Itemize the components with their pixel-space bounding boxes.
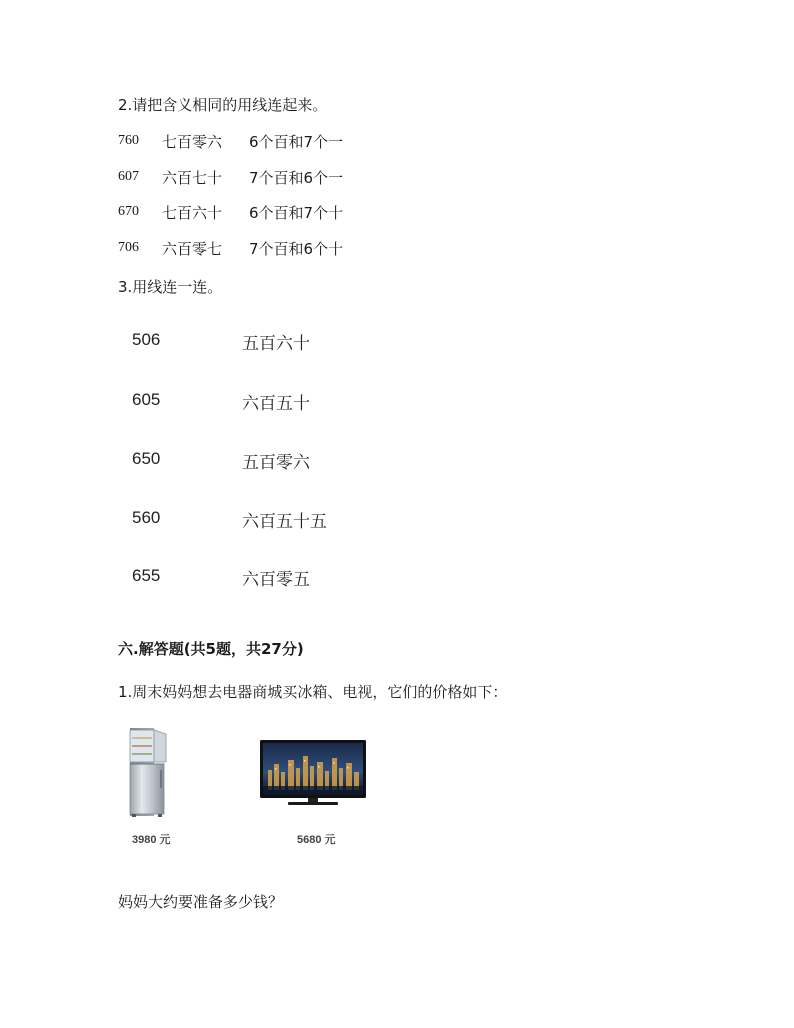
refrigerator-price: 3980 元 [132,834,171,846]
television-icon [258,738,368,810]
q2-row2-units: 7个百和6个一 [249,169,344,187]
q2-row4-chinese: 六百零七 [162,240,223,258]
q3-left-1: 506 [132,330,161,349]
q3-title: 3.用线连一连。 [118,278,223,296]
q2-title: 2.请把含义相同的用线连起来。 [118,96,328,114]
section6-q1-text: 1.周末妈妈想去电器商城买冰箱、电视，它们的价格如下： [118,683,508,701]
refrigerator-icon [124,726,172,818]
q2-row3-units: 6个百和7个十 [249,204,344,222]
section6-title: 六.解答题(共5题，共27分) [118,640,304,658]
section6-q1-question: 妈妈大约要准备多少钱？ [118,893,284,911]
q3-right-1: 五百六十 [242,334,310,354]
q2-row2-number: 607 [118,169,139,184]
q3-left-5: 655 [132,566,161,585]
q2-row1-number: 760 [118,133,139,148]
television-price: 5680 元 [297,834,336,846]
q3-left-2: 605 [132,390,161,409]
q3-left-4: 560 [132,508,161,527]
q2-row2-chinese: 六百七十 [162,169,223,187]
q3-left-3: 650 [132,449,161,468]
q3-right-2: 六百五十 [242,394,310,414]
q2-row1-units: 6个百和7个一 [249,133,344,151]
q3-right-4: 六百五十五 [242,512,327,532]
q2-row3-number: 670 [118,204,139,219]
q2-row1-chinese: 七百零六 [162,133,223,151]
q2-row4-number: 706 [118,240,139,255]
q2-row3-chinese: 七百六十 [162,204,223,222]
q3-right-5: 六百零五 [242,570,310,590]
q2-row4-units: 7个百和6个十 [249,240,344,258]
q3-right-3: 五百零六 [242,453,310,473]
